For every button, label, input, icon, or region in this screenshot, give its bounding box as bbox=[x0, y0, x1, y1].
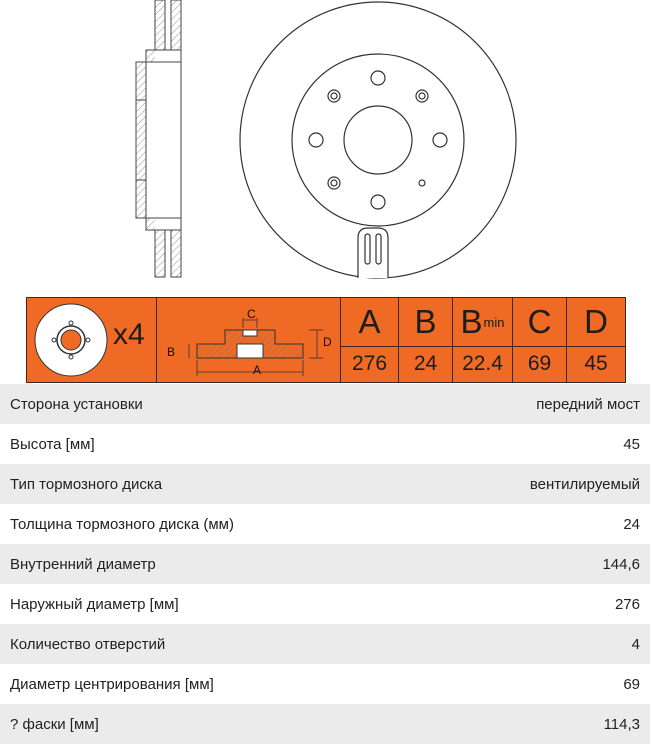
spec-value: 276 bbox=[614, 595, 640, 613]
disc-side-section bbox=[136, 0, 181, 277]
col-bmin bbox=[453, 298, 513, 382]
spec-label: ? фаски [мм] bbox=[0, 704, 424, 744]
dimension-diagram bbox=[157, 298, 341, 382]
col-d-value: 45 bbox=[584, 352, 608, 375]
spec-value: вентилируемый bbox=[424, 464, 650, 504]
spec-value: 69 bbox=[623, 675, 640, 693]
spec-label: Наружный диаметр [мм] bbox=[10, 595, 179, 613]
dimension-diagram-cell bbox=[157, 298, 341, 382]
spec-value: 4 bbox=[424, 624, 650, 664]
col-a-header: A bbox=[341, 298, 398, 347]
quantity-label: x4 bbox=[113, 318, 145, 351]
table-row bbox=[0, 384, 650, 424]
col-bmin-key: B bbox=[460, 303, 483, 340]
table-row bbox=[0, 544, 650, 584]
col-c-header: C bbox=[513, 298, 566, 347]
table-row bbox=[0, 464, 650, 504]
col-d bbox=[567, 298, 625, 382]
spec-banner bbox=[26, 297, 626, 383]
spec-value: 114,3 bbox=[424, 704, 650, 744]
spec-label: Количество отверстий bbox=[0, 624, 424, 664]
table-row bbox=[0, 584, 650, 624]
spec-value: передний мост bbox=[424, 384, 650, 424]
col-b bbox=[399, 298, 453, 382]
col-c bbox=[513, 298, 567, 382]
col-bmin-sub: min bbox=[483, 314, 505, 330]
col-d-header: D bbox=[567, 298, 625, 347]
disc-icon bbox=[31, 298, 111, 382]
dim-label-c: C bbox=[247, 307, 256, 321]
table-row bbox=[0, 504, 650, 544]
brake-disc-drawing bbox=[0, 0, 650, 295]
quantity-cell bbox=[27, 298, 157, 382]
table-row bbox=[0, 424, 650, 464]
col-bmin-header bbox=[453, 298, 512, 347]
col-b-value: 24 bbox=[413, 352, 438, 375]
spec-label: Диаметр центрирования [мм] bbox=[10, 675, 214, 693]
spec-label: Высота [мм] bbox=[10, 435, 95, 453]
spec-label: Тип тормозного диска bbox=[0, 464, 424, 504]
table-row bbox=[0, 704, 650, 744]
col-a-value: 276 bbox=[351, 352, 388, 375]
spec-value: 144,6 bbox=[424, 544, 650, 584]
spec-label: Сторона установки bbox=[0, 384, 424, 424]
col-bmin-value: 22.4 bbox=[462, 352, 503, 375]
disc-front-view bbox=[240, 2, 516, 278]
table-row bbox=[0, 664, 650, 704]
spec-value: 24 bbox=[623, 515, 640, 533]
spec-label: Толщина тормозного диска (мм) bbox=[10, 515, 234, 533]
dim-label-d: D bbox=[323, 335, 332, 349]
col-c-value: 69 bbox=[527, 352, 552, 375]
spec-value: 45 bbox=[623, 435, 640, 453]
dim-label-b: B bbox=[167, 345, 176, 359]
spec-label: Внутренний диаметр bbox=[0, 544, 424, 584]
spec-table bbox=[0, 384, 650, 744]
col-b-header: B bbox=[399, 298, 452, 347]
table-row bbox=[0, 624, 650, 664]
col-a bbox=[341, 298, 399, 382]
dim-label-a: A bbox=[253, 363, 262, 377]
